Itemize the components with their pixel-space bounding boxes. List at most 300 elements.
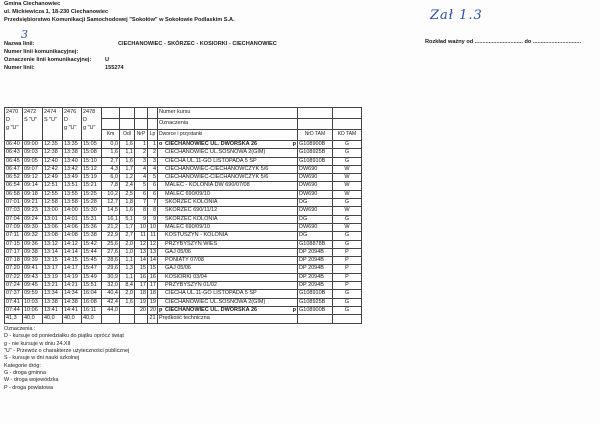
km-cell: 27,6 (102, 248, 120, 256)
departure-time: 09:59 (23, 290, 43, 298)
departure-time: 09:38 (23, 248, 43, 256)
road-category-cell: G (333, 199, 362, 207)
line-marking-value: U (105, 57, 110, 63)
company-address: ul. Mickiewicza 1, 18-230 Ciechanowiec (4, 9, 109, 15)
stop-name: KOSIORKI 03/04 (165, 273, 207, 280)
line-number-label: Numer linii komunikacyjnej: (4, 49, 79, 55)
road-category-cell: P (333, 248, 362, 256)
stop-cell (158, 232, 298, 240)
departure-time: 09:41 (23, 265, 43, 273)
road-category-cell: W (333, 207, 362, 215)
table-row (5, 273, 362, 281)
table-row (5, 141, 362, 149)
departure-time: 13:15 (43, 257, 63, 265)
departure-time: 13:08 (43, 232, 63, 240)
km-cell: 14,5 (102, 207, 120, 215)
stop-name: KOSTUSZYN - KOLONIA (165, 232, 228, 239)
handwritten-page-number: 3 (21, 28, 28, 41)
lp-cell: 8 (148, 207, 158, 215)
stop-cell (158, 174, 298, 182)
departure-time: 07:17 (5, 248, 23, 256)
departure-time: 15:44 (82, 248, 102, 256)
lp-cell: 7 (148, 199, 158, 207)
departure-time: 13:06 (43, 223, 63, 231)
departure-time: 10:03 (23, 298, 43, 306)
stop-cell (158, 165, 298, 173)
table-row (5, 174, 362, 182)
nrp-cell: 19 (135, 298, 148, 306)
odl-cell: 1,1 (120, 273, 135, 281)
departure-time: 15:36 (82, 223, 102, 231)
road-category-cell: G (333, 290, 362, 298)
road-number-cell: DP 2094B (298, 273, 333, 281)
legend-line: D - kursuje od poniedziałku do piątku oprócz świąt (4, 333, 124, 340)
lp-cell: 1 (148, 141, 158, 149)
departure-time: 15:31 (82, 215, 102, 223)
speed-value: 40,0 (82, 315, 102, 323)
lp-cell: 2 (148, 149, 158, 157)
lp-cell: 20 (148, 306, 158, 314)
departure-time: 13:34 (43, 290, 63, 298)
nrp-cell: 4 (135, 174, 148, 182)
km-cell: 22,9 (102, 232, 120, 240)
legend-line: "U" - Przewóz o charakterze użyteczności publicznej (4, 348, 130, 355)
stop-name: PRZYBYSZYN WIEŚ (165, 240, 218, 247)
road-number-cell: DG (298, 232, 333, 240)
stop-name: CIECHANOWIEC UL. DWORSKA 26 (165, 141, 258, 147)
stop-suffix: p (292, 141, 296, 147)
table-row (5, 215, 362, 223)
departure-time: 15:08 (82, 149, 102, 157)
stop-name: CIECHANOWIEC UL.SOSNOWA 2(GIM) (165, 149, 266, 156)
departure-time: 07:41 (5, 298, 23, 306)
km-cell: 44,0 (102, 306, 120, 314)
road-number-cell: DP 2094B (298, 282, 333, 290)
table-row (5, 290, 362, 298)
nrp-cell: 16 (135, 273, 148, 281)
course-1-head: 2470 D g "U" (5, 108, 23, 141)
course-3-head: 2474 S "U" (43, 108, 63, 141)
road-category-cell: W (333, 174, 362, 182)
table-row (5, 190, 362, 198)
departure-time: 09:12 (23, 174, 43, 182)
line-no-value: 155274 (105, 65, 124, 71)
validity-line: Rozkład ważny od ............................... do ............................... (425, 39, 582, 45)
departure-time: 14:38 (63, 298, 82, 306)
departure-time: 15:19 (82, 174, 102, 182)
departure-time: 09:00 (23, 141, 43, 149)
road-number-cell: DP 2094B (298, 248, 333, 256)
stop-name: CIECHA UL.11-GO LISTOPADA 5 SP (165, 290, 257, 297)
lp-cell: 17 (148, 282, 158, 290)
departure-time: 12:42 (43, 165, 63, 173)
departure-time: 07:24 (5, 282, 23, 290)
line-marking-label: Oznaczenie linii komunikacyjnej: (4, 57, 92, 63)
departure-time: 14:17 (63, 265, 82, 273)
road-number-cell: DW690 (298, 207, 333, 215)
departure-time: 09:24 (23, 215, 43, 223)
departure-time: 13:51 (63, 182, 82, 190)
nrp-cell: 20 (135, 306, 148, 314)
odl-cell: 2,4 (120, 182, 135, 190)
course-header-row (5, 108, 362, 119)
departure-time: 07:03 (5, 207, 23, 215)
stop-name: CIECHANOWIEC-CIECHANOWCZYK 5/6 (165, 174, 269, 181)
nrp-cell: 1 (135, 141, 148, 149)
departure-time: 13:01 (43, 215, 63, 223)
departure-time: 09:03 (23, 149, 43, 157)
legend-notes (4, 326, 129, 392)
departure-time: 12:55 (43, 190, 63, 198)
departure-time: 13:49 (63, 174, 82, 182)
km-cell: 25,6 (102, 240, 120, 248)
line-no-label: Numer linii: (4, 65, 35, 71)
road-category-cell: G (333, 141, 362, 149)
departure-time: 09:43 (23, 273, 43, 281)
table-row (5, 199, 362, 207)
departure-time: 15:42 (82, 240, 102, 248)
road-category-cell: W (333, 190, 362, 198)
departure-time: 15:49 (82, 273, 102, 281)
legend-line: g - nie kursuje w dniu 24.XII (4, 340, 71, 347)
stop-name: CIECHANOWIEC-CIECHANOWCZYK 5/6 (165, 165, 269, 172)
departure-time: 14:12 (63, 240, 82, 248)
road-category-cell: G (333, 215, 362, 223)
road-category-cell: P (333, 273, 362, 281)
nrp-cell: 10 (135, 223, 148, 231)
departure-time: 12:40 (43, 157, 63, 165)
stop-cell (158, 282, 298, 290)
nrp-cell: 9 (135, 215, 148, 223)
departure-time: 14:15 (63, 257, 82, 265)
road-category-cell: G (333, 157, 362, 165)
lp-cell: 6 (148, 190, 158, 198)
departure-time: 13:38 (63, 149, 82, 157)
departure-time: 15:45 (82, 257, 102, 265)
stop-cell (158, 240, 298, 248)
nrp-cell: 7 (135, 199, 148, 207)
departure-time: 07:11 (5, 232, 23, 240)
stop-cell (158, 298, 298, 306)
road-category-cell: W (333, 182, 362, 190)
departure-time: 14:06 (63, 223, 82, 231)
km-cell: 0,0 (102, 141, 120, 149)
lp-cell: 19 (148, 298, 158, 306)
km-cell: 12,7 (102, 199, 120, 207)
course-number-label: Numer kursu (158, 108, 298, 119)
lp-cell: 18 (148, 290, 158, 298)
stop-cell (158, 149, 298, 157)
stop-cell (158, 290, 298, 298)
operator-name: Przedsiębiorstwo Komunikacji Samochodowej "Sokołów" w Sokołowie Podlaskim S.A. (4, 17, 235, 23)
km-cell: 21,2 (102, 223, 120, 231)
departure-time: 13:55 (63, 190, 82, 198)
lp-cell: 9 (148, 215, 158, 223)
nrp-cell: 18 (135, 290, 148, 298)
departure-time: 15:30 (82, 207, 102, 215)
marking-label: Oznaczenia (158, 119, 298, 130)
road-category-cell: G (333, 298, 362, 306)
road-category-cell: P (333, 282, 362, 290)
road-number-cell: DW690 (298, 174, 333, 182)
departure-time: 13:14 (43, 248, 63, 256)
road-number-cell: G108925B (298, 298, 333, 306)
stop-suffix: p (292, 306, 296, 313)
road-number-cell: G108910B (298, 290, 333, 298)
table-row (5, 223, 362, 231)
departure-time: 14:34 (63, 290, 82, 298)
odl-cell (120, 306, 135, 314)
stop-name: CIECHANOWIEC UL.SOSNOWA 2(GIM) (165, 298, 266, 305)
nrp-cell: 12 (135, 240, 148, 248)
km-cell: 30,9 (102, 273, 120, 281)
departure-time: 09:07 (23, 165, 43, 173)
road-number-cell: G108910B (298, 157, 333, 165)
lp-cell: 13 (148, 248, 158, 256)
lp-cell: 4 (148, 165, 158, 173)
odl-cell: 1,6 (120, 298, 135, 306)
table-row (5, 298, 362, 306)
departure-time: 13:35 (63, 141, 82, 149)
odl-cell: 1,1 (120, 257, 135, 265)
departure-time: 15:10 (82, 157, 102, 165)
departure-time: 13:19 (43, 273, 63, 281)
odl-header: Odl (120, 130, 135, 141)
road-number-cell: DW690 (298, 165, 333, 173)
km-cell: 32,0 (102, 282, 120, 290)
table-row (5, 165, 362, 173)
stop-cell (158, 257, 298, 265)
odl-cell: 1,6 (120, 141, 135, 149)
odl-cell: 5,1 (120, 215, 135, 223)
odl-cell: 2,0 (120, 240, 135, 248)
nrp-cell: 5 (135, 182, 148, 190)
departure-time: 14:41 (63, 306, 82, 314)
lp-cell: 10 (148, 223, 158, 231)
legend-line: Kategorie dróg: (4, 362, 41, 369)
lp-cell: 11 (148, 232, 158, 240)
stop-prefix: o (159, 141, 163, 147)
departure-time: 13:00 (43, 207, 63, 215)
road-number-cell: G108900B (298, 306, 333, 314)
departure-time: 13:40 (63, 157, 82, 165)
departure-time: 06:43 (5, 149, 23, 157)
departure-time: 12:49 (43, 174, 63, 182)
departure-time: 09:30 (23, 223, 43, 231)
stop-cell (158, 223, 298, 231)
odl-cell: 2,5 (120, 190, 135, 198)
departure-time: 07:18 (5, 257, 23, 265)
km-cell: 7,8 (102, 182, 120, 190)
departure-time: 14:01 (63, 215, 82, 223)
km-cell: 29,6 (102, 265, 120, 273)
departure-time: 07:15 (5, 240, 23, 248)
speed-value: 41,3 (5, 315, 23, 323)
legend-line: G - droga gminna (4, 370, 46, 377)
odl-cell: 1,8 (120, 199, 135, 207)
table-row (5, 240, 362, 248)
stop-name: MALEC 690/09/10 (165, 190, 210, 197)
speed-label: Prędkość techniczna (158, 315, 298, 323)
nrp-cell: 8 (135, 207, 148, 215)
stop-cell (158, 207, 298, 215)
departure-time: 14:21 (63, 282, 82, 290)
stop-name: SKÓRZEC KOLONIA (165, 215, 218, 222)
departure-time: 07:22 (5, 273, 23, 281)
departure-time: 15:28 (82, 199, 102, 207)
departure-time: 13:12 (43, 240, 63, 248)
road-number-cell: DG (298, 215, 333, 223)
table-row (5, 149, 362, 157)
departure-time: 15:38 (82, 232, 102, 240)
table-row (5, 248, 362, 256)
road-number-cell: DW690 (298, 223, 333, 231)
departure-time: 16:11 (82, 306, 102, 314)
stop-cell (158, 306, 298, 314)
departure-time: 12:38 (43, 149, 63, 157)
departure-time: 09:45 (23, 282, 43, 290)
odl-cell: 1,7 (120, 223, 135, 231)
odl-cell: 2,0 (120, 290, 135, 298)
departure-time: 13:58 (63, 199, 82, 207)
stop-cell (158, 265, 298, 273)
road-number-cell: G108925B (298, 149, 333, 157)
departure-time: 09:18 (23, 190, 43, 198)
road-number-cell: DP 2094B (298, 257, 333, 265)
lp-cell: 15 (148, 265, 158, 273)
departure-time: 09:36 (23, 240, 43, 248)
departure-time: 15:51 (82, 282, 102, 290)
stop-name: PONIATY 07/08 (165, 257, 204, 264)
departure-time: 09:05 (23, 157, 43, 165)
nrp-cell: 3 (135, 157, 148, 165)
legend-line: S - kursuje w dni nauki szkolnej (4, 355, 80, 362)
departure-time: 10:06 (23, 306, 43, 314)
road-category-cell: G (333, 149, 362, 157)
table-row (5, 282, 362, 290)
nrp-cell: 17 (135, 282, 148, 290)
departure-time: 07:20 (5, 265, 23, 273)
stop-name: MALEC - KOLONIA DW 690/07/08 (165, 182, 250, 189)
table-row (5, 257, 362, 265)
odl-cell: 1,1 (120, 149, 135, 157)
departure-time: 12:51 (43, 182, 63, 190)
departure-time: 13:41 (43, 306, 63, 314)
stop-cell (158, 190, 298, 198)
road-category-cell: G (333, 306, 362, 314)
kd-header: KD TAM (333, 130, 362, 141)
stop-name: GAJ 05/06 (165, 265, 191, 272)
departure-time: 07:44 (5, 306, 23, 314)
speed-row (5, 315, 362, 323)
departure-time: 15:12 (82, 165, 102, 173)
odl-cell: 8,4 (120, 282, 135, 290)
km-cell: 28,6 (102, 257, 120, 265)
departure-time: 06:45 (5, 157, 23, 165)
departure-time: 15:05 (82, 141, 102, 149)
departure-time: 15:47 (82, 265, 102, 273)
km-cell: 2,7 (102, 157, 120, 165)
road-number-cell: DP 2094B (298, 265, 333, 273)
departure-time: 15:21 (82, 182, 102, 190)
lp-cell: 12 (148, 240, 158, 248)
departure-time: 14:14 (63, 248, 82, 256)
lp-cell: 16 (148, 273, 158, 281)
road-category-cell: W (333, 165, 362, 173)
legend-line: Oznaczenia : (4, 326, 36, 332)
stop-cell (158, 248, 298, 256)
road-category-cell: W (333, 223, 362, 231)
departure-time: 09:14 (23, 182, 43, 190)
departure-time: 07:37 (5, 290, 23, 298)
timetable (4, 107, 362, 324)
departure-time: 13:38 (43, 298, 63, 306)
stop-name: CIECHANOWIEC UL. DWORSKA 26 (165, 306, 258, 313)
departure-time: 06:52 (5, 174, 23, 182)
road-number-cell: G108900B (298, 141, 333, 149)
km-cell: 4,3 (102, 165, 120, 173)
line-name-label: Nazwa linii: (4, 41, 35, 47)
road-category-cell: G (333, 240, 362, 248)
table-row (5, 265, 362, 273)
stop-name: PRZYBYSZYN 01/02 (165, 282, 217, 289)
odl-cell: 1,2 (120, 174, 135, 182)
km-cell: 6,0 (102, 174, 120, 182)
nrp-header: NrP (135, 130, 148, 141)
nrp-cell: 11 (135, 232, 148, 240)
road-number-cell: DW690 (298, 182, 333, 190)
stop-cell (158, 182, 298, 190)
lp-cell: 3 (148, 157, 158, 165)
km-cell: 10,2 (102, 190, 120, 198)
odl-cell: 1,6 (120, 157, 135, 165)
nrp-cell: 2 (135, 149, 148, 157)
departure-time: 09:23 (23, 207, 43, 215)
lp-cell: 5 (148, 174, 158, 182)
lp-header: Lp (148, 130, 158, 141)
odl-cell: 2,7 (120, 232, 135, 240)
departure-time: 12:35 (43, 141, 63, 149)
stop-cell (158, 157, 298, 165)
road-number-cell: DW690 (298, 190, 333, 198)
departure-time: 07:04 (5, 215, 23, 223)
km-header: Km (102, 130, 120, 141)
departure-time: 14:19 (63, 273, 82, 281)
departure-time: 13:21 (43, 282, 63, 290)
km-cell: 42,4 (102, 298, 120, 306)
road-category-cell: P (333, 257, 362, 265)
departure-time: 06:58 (5, 190, 23, 198)
road-category-cell: G (333, 232, 362, 240)
departure-time: 16:04 (82, 290, 102, 298)
stops-header: Dworce i przystanki (158, 130, 298, 141)
stop-cell (158, 273, 298, 281)
odl-cell: 1,6 (120, 207, 135, 215)
legend-line: P - droga powiatowa (4, 384, 54, 391)
speed-value: 40,0 (43, 315, 63, 323)
departure-time: 06:54 (5, 182, 23, 190)
departure-time: 13:42 (63, 165, 82, 173)
km-cell: 1,6 (102, 149, 120, 157)
lp-cell: 14 (148, 257, 158, 265)
stop-cell (158, 141, 298, 149)
departure-time: 09:32 (23, 232, 43, 240)
nrp-cell: 6 (135, 190, 148, 198)
departure-time: 07:09 (5, 223, 23, 231)
table-row (5, 207, 362, 215)
departure-time: 06:47 (5, 165, 23, 173)
line-name-value: CIECHANOWIEC - SKÓRZEC - KOSIORKI - CIECHANOWIEC (118, 41, 277, 47)
